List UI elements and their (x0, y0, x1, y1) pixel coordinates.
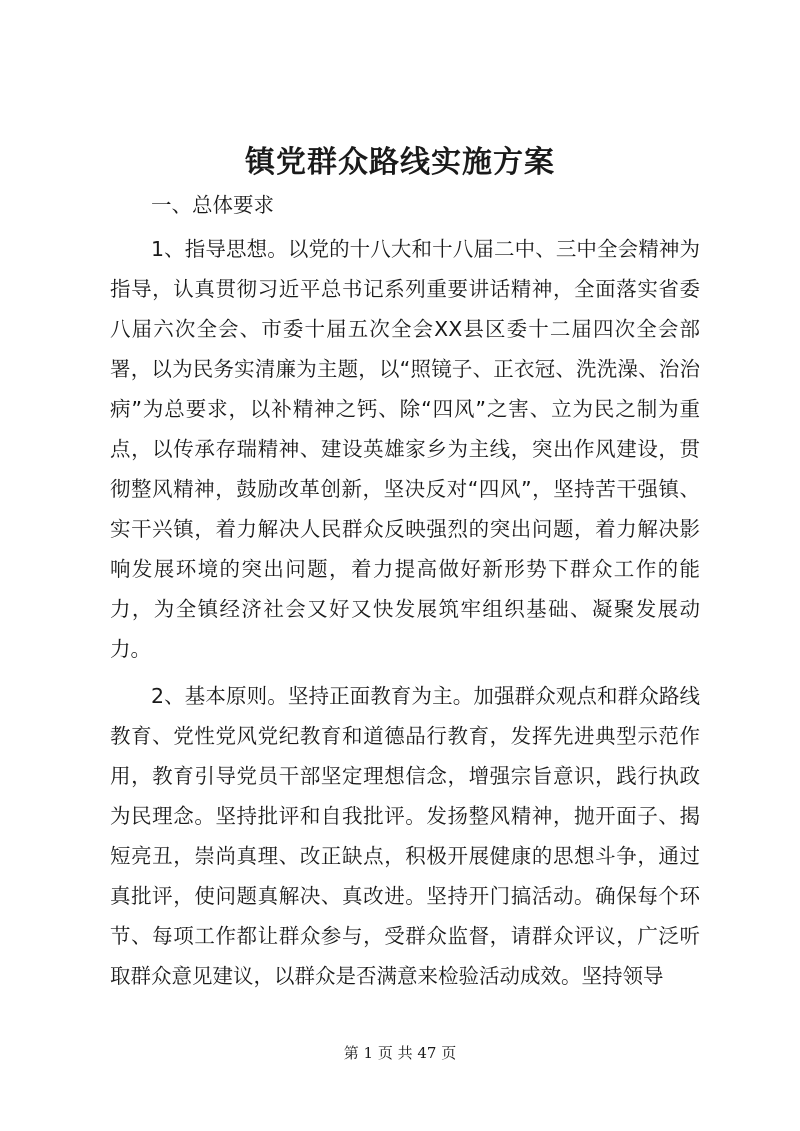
paragraph-guiding-ideology: 1、指导思想。以党的十八大和十八届二中、三中全会精神为指导，认真贯彻习近平总书记系列重要讲话精神，全面落实省委八届六次全会、市委十届五次全会XX县区委十二届四次全会部署，以为民务实清廉为主题，以“照镜子、正衣冠、洗洗澡、治治病”为总要求，以补精神之钙、除“四风”之害、立为民之制为重点，以传承存瑞精神、建设英雄家乡为主线，突出作风建设，贯彻整风精神，鼓励改革创新，坚决反对“四风”，坚持苦干强镇、实干兴镇，着力解决人民群众反映强烈的突出问题，着力解决影响发展环境的突出问题，着力提高做好新形势下群众工作的能力，为全镇经济社会又好又快发展筑牢组织基础、凝聚发展动力。 (110, 237, 700, 661)
paragraph-basic-principles: 2、基本原则。坚持正面教育为主。加强群众观点和群众路线教育、党性党风党纪教育和道德品行教育，发挥先进典型示范作用，教育引导党员干部坚定理想信念，增强宗旨意识，践行执政为民理念。坚持批评和自我批评。发扬整风精神，抛开面子、揭短亮丑，崇尚真理、改正缺点，积极开展健康的思想斗争，通过真批评，使问题真解决、真改进。坚持开门搞活动。确保每个环节、每项工作都让群众参与，受群众监督，请群众评议，广泛听取群众意见建议，以群众是否满意来检验活动成效。坚持领导 (110, 684, 700, 988)
document-title: 镇党群众路线实施方案 (245, 145, 555, 180)
section-heading: 一、总体要求 (151, 193, 274, 217)
page-number-footer: 第 1 页 共 47 页 (343, 1044, 457, 1062)
document-body (110, 185, 700, 996)
